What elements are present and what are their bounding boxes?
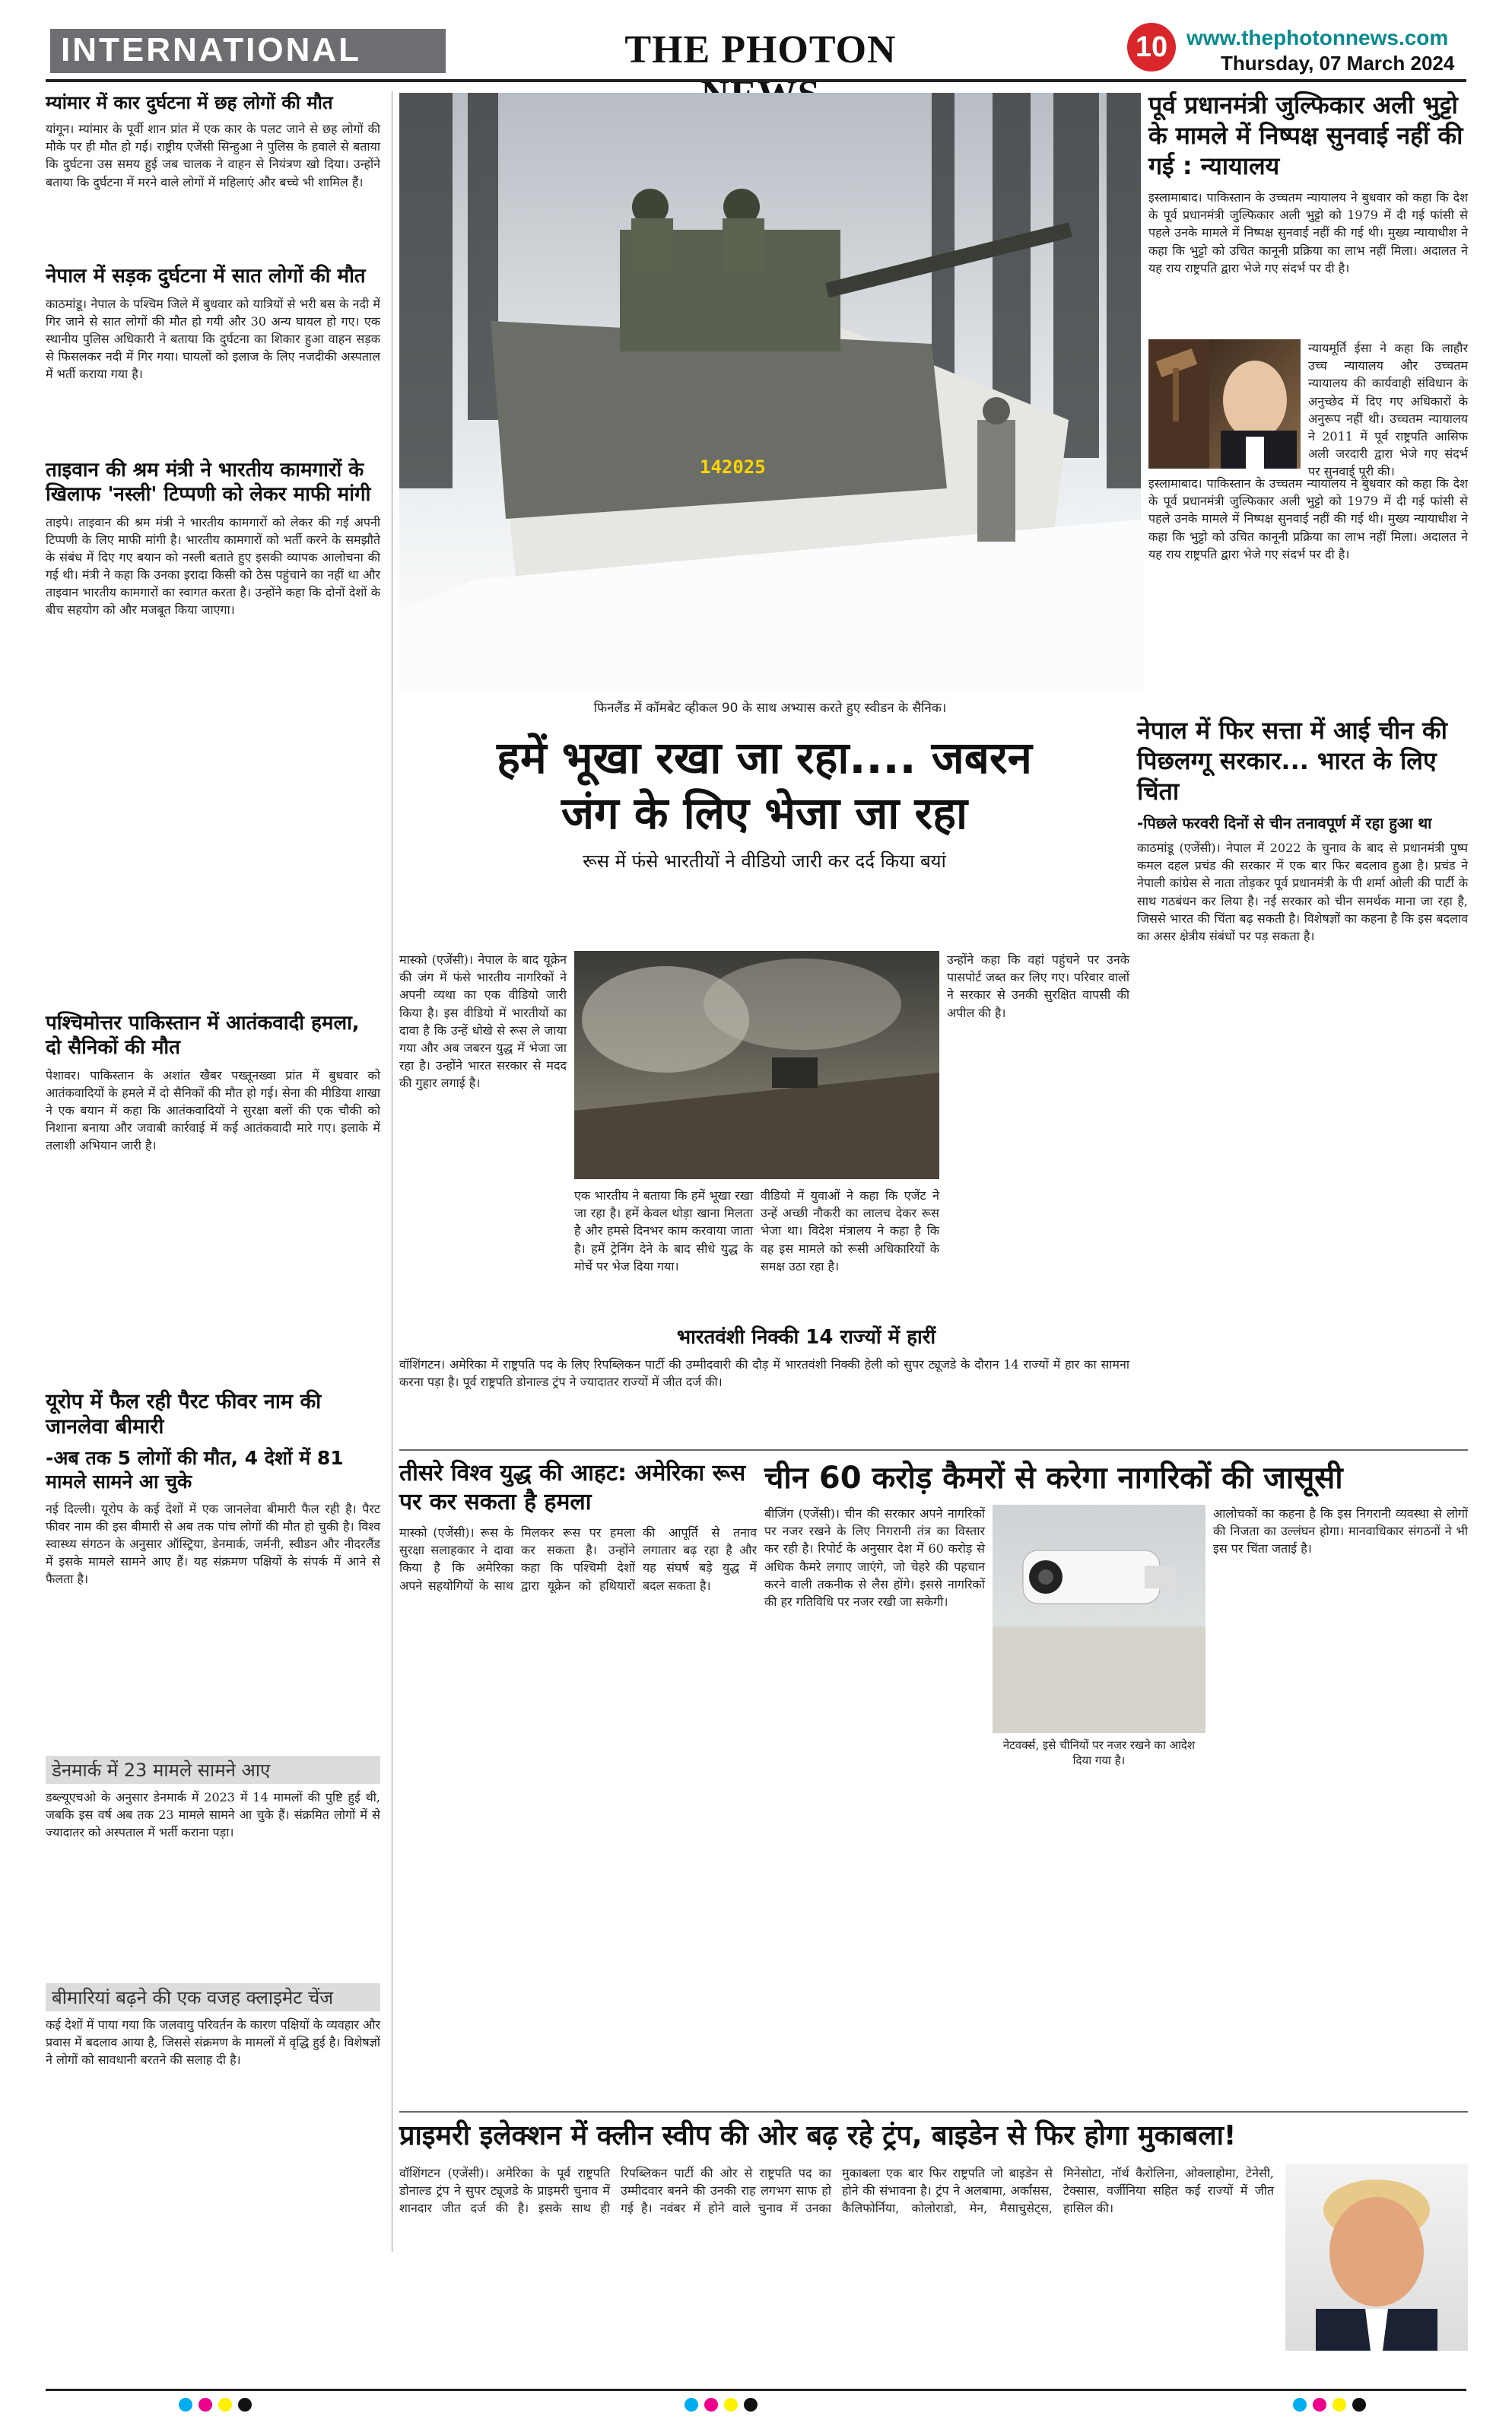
registration-dots-center: [685, 2398, 776, 2416]
article-title[interactable]: यूरोप में फैल रही पैरट फीवर नाम की जानलेवा बीमारी: [46, 1389, 322, 1439]
article-title[interactable]: पूर्व प्रधानमंत्री जुल्फिकार अली भुट्टो के मामले में निष्पक्ष सुनवाई नहीं की गई : न्यायालय: [1148, 91, 1463, 180]
lead-headline-line2[interactable]: जंग के लिए भेजा जा रहा: [561, 787, 968, 839]
article-body: ताइपे। ताइवान की श्रम मंत्री ने भारतीय कामगारों को लेकर की गई अपनी टिप्पणी के लिए माफी मांगी है। भारतीय कामगारों को भर्ती करने के समझौते के संबंध में दिए गए बयान को नस्ली बताते हुए इसकी व्यापक आलोचना की गई थी। मंत्री ने कहा कि उनका इरादा किसी को ठेस पहुंचाने का नहीं था और ताइवान भारतीय कामगारों का स्वागत करता है। उन्होंने कहा कि दोनों देशों के बीच सहयोग को और मजबूत किया जाएगा।: [46, 514, 380, 618]
article-body: मास्को (एजेंसी)। नेपाल के बाद यूक्रेन की जंग में फंसे भारतीय नागरिकों ने अपनी व्यथा का एक वीडियो जारी किया है। इस वीडियो में भारतीयों का दावा है कि उन्हें धोखे से रूस ले जाया गया और अब जबरन युद्ध में भेजा जा रहा है। उन्होंने भारत सरकार से मदद की गुहार लगाई है।: [399, 952, 567, 1091]
article-body: एक भारतीय ने बताया कि हमें भूखा रखा जा रहा है। हमें केवल थोड़ा खाना मिलता है और हमसे दिनभर काम करवाया जाता है। हमें ट्रेनिंग देने के बाद सीधे युद्ध के मोर्चे पर भेज दिया गया।: [574, 1188, 753, 1273]
photo-caption: फिनलैंड में कॉमबेट व्हीकल 90 के साथ अभ्यास करते हुए स्वीडन के सैनिक।: [593, 701, 947, 716]
yellow-dot: [1333, 2398, 1346, 2412]
article-title[interactable]: नेपाल में फिर सत्ता में आई चीन की पिछलग्गू सरकार... भारत के लिए चिंता: [1137, 716, 1447, 806]
photo-caption: नेटवर्क्स, इसे चीनियों पर नजर रखने का आदेश दिया गया है।: [1002, 1738, 1196, 1767]
cyan-dot: [179, 2398, 192, 2412]
issue-date: Thursday, 07 March 2024: [1221, 52, 1455, 75]
magenta-dot: [199, 2398, 212, 2412]
tank-photo[interactable]: [399, 93, 1141, 694]
section-tag: INTERNATIONAL: [50, 29, 446, 73]
article-title[interactable]: म्यांमार में कार दुर्घटना में छह लोगों की मौत: [46, 92, 333, 113]
portrait-illustration: [1148, 339, 1301, 469]
article-body: काठमांडू (एजेंसी)। नेपाल में 2022 के चुनाव के बाद से प्रधानमंत्री पुष्प कमल दहल प्रचंड की सरकार में एक बार फिर बदलाव हुआ है। प्रचंड ने नेपाली कांग्रेस से नाता तोड़कर पूर्व प्रधानमंत्री के पी शर्मा ओली की पार्टी के साथ गठबंधन कर लिया है। नई सरकार को चीन समर्थक माना जा रहा है, जिससे भारत की चिंता बढ़ सकती है। विशेषज्ञों का कहना है कि इस बदलाव का असर क्षेत्रीय संबंधों पर पड़ सकता है।: [1137, 841, 1468, 943]
magenta-dot: [1313, 2398, 1326, 2412]
article-body: आलोचकों का कहना है कि इस निगरानी व्यवस्था से लोगों की निजता का उल्लंघन होगा। मानवाधिकार संगठनों ने भी इस पर चिंता जताई है।: [1213, 1506, 1468, 1556]
article-body: उन्होंने कहा कि वहां पहुंचने पर उनके पासपोर्ट जब्त कर लिए गए। परिवार वालों ने सरकार से उनकी सुरक्षित वापसी की अपील की है।: [947, 952, 1129, 1020]
article-body: काठमांडू। नेपाल के पश्चिम जिले में बुधवार को यात्रियों से भरी बस के नदी में गिर जाने से सात लोगों की मौत हो गयी और 30 अन्य घायल हो गए। एक स्थानीय पुलिस अधिकारी ने बताया कि दुर्घटना का शिकार हुआ वाहन सड़क से फिसलकर नदी में गिर गया। घायलों को इलाज के लिए नजदीकी अस्पताल में भर्ती कराया गया है।: [46, 296, 380, 382]
tank-number-label: 142025: [700, 456, 766, 478]
magenta-dot: [704, 2398, 718, 2412]
article-body: इस्लामाबाद। पाकिस्तान के उच्चतम न्यायालय ने बुधवार को कहा कि देश के पूर्व प्रधानमंत्री जुल्फिकार अली भुट्टो को 1979 में दी गई फांसी से पहले उनके मामले में निष्पक्ष सुनवाई नहीं की गई थी। मुख्य न्यायाधीश ने कहा कि भुट्टो को उचित कानूनी प्रक्रिया का लाभ नहीं मिला। अदालत ने यह राय राष्ट्रपति द्वारा भेजे गए संदर्भ पर दी है।: [1148, 476, 1468, 561]
section-subhead: डेनमार्क में 23 मामले सामने आए: [46, 1756, 380, 1784]
website-link[interactable]: www.thephotonnews.com: [1186, 26, 1449, 49]
lead-subheadline: रूस में फंसे भारतीयों ने वीडियो जारी कर दर्द किया बयां: [583, 851, 946, 872]
black-dot: [744, 2398, 758, 2412]
newspaper-logo[interactable]: THE PHOTON: [624, 28, 897, 72]
black-dot: [1352, 2398, 1366, 2412]
cctv-photo[interactable]: [993, 1505, 1205, 1733]
yellow-dot: [724, 2398, 738, 2412]
bhutto-portrait: [1148, 339, 1301, 469]
cyan-dot: [1293, 2398, 1307, 2412]
lead-story-header: [399, 730, 1129, 943]
china-surveillance-article: [764, 1459, 1468, 2106]
article-title[interactable]: पश्चिमोत्तर पाकिस्तान में आतंकवादी हमला, दो सैनिकों की मौत: [46, 1011, 360, 1059]
lead-headline-line1[interactable]: हमें भूखा रखा जा रहा.... जबरन: [497, 732, 1032, 784]
bhutto-article: [1148, 90, 1468, 676]
article-title[interactable]: नेपाल में सड़क दुर्घटना में सात लोगों की मौत: [46, 265, 366, 288]
article-body: वॉशिंगटन (एजेंसी)। अमेरिका के पूर्व राष्ट्रपति डोनाल्ड ट्रंप ने सुपर ट्यूजडे के प्राइमरी चुनाव में शानदार जीत दर्ज की है। इसके साथ ही रिपब्लिकन पार्टी की ओर से राष्ट्रपति पद का उम्मीदवार बनने की उनकी राह लगभग साफ हो गई है। नवंबर में होने वाले चुनाव में उनका मुकाबला एक बार फिर राष्ट्रपति जो बाइडेन से होने की संभावना है। ट्रंप ने अलबामा, अर्कांसस, कैलिफोर्निया, कोलोराडो, मेन, मैसाचुसेट्स, मिनेसोटा, नॉर्थ कैरोलिना, ओक्लाहोमा, टेनेसी, टेक्सास, वर्जीनिया सहित कई राज्यों में जीत हासिल की।: [399, 2166, 1274, 2216]
article-title[interactable]: चीन 60 करोड़ कैमरों से करेगा नागरिकों की जासूसी: [764, 1461, 1343, 1496]
section-divider: [399, 2111, 1468, 2113]
cctv-illustration: [993, 1505, 1205, 1733]
registration-dots-left: [179, 2398, 270, 2416]
article-body: वॉशिंगटन। अमेरिका में राष्ट्रपति पद के लिए रिपब्लिकन पार्टी की उम्मीदवारी की दौड़ में भारतवंशी निक्की हेली को सुपर ट्यूजडे के दौरान 14 राज्यों में हार का सामना करना पड़ा है। पूर्व राष्ट्रपति डोनाल्ड ट्रंप ने ज्यादातर राज्यों में जीत दर्ज की।: [399, 1357, 1129, 1390]
war-illustration: [574, 951, 939, 1179]
nepal-china-article: [1137, 715, 1468, 1476]
trump-photo[interactable]: [1285, 2164, 1468, 2351]
footer-rule: [46, 2389, 1466, 2391]
section-divider: [399, 1449, 1468, 1451]
page-number-badge: 10: [1127, 23, 1176, 72]
article-body: पेशावर। पाकिस्तान के अशांत खैबर पख्तूनख्वा प्रांत में बुधवार को आतंकवादियों के हमले में दो सैनिकों की मौत हो गई। सेना की मीडिया शाखा ने एक बयान में कहा कि आतंकवादियों ने सुरक्षा बलों की एक चौकी को निशाना बनाया और जवाबी कार्रवाई में कई आतंकवादी मारे गए। इलाके में तलाशी अभियान जारी है।: [46, 1067, 380, 1153]
cyan-dot: [685, 2398, 698, 2412]
article-body: यांगून। म्यांमार के पूर्वी शान प्रांत में एक कार के पलट जाने से छह लोगों की मौके पर ही मौत हो गई। राष्ट्रीय एजेंसी सिन्हुआ ने पुलिस के हवाले से बताया कि दुर्घटना उस समय हुई जब चालक ने वाहन से नियंत्रण खो दिया। उन्होंने बताया कि दुर्घटना में मरने वाले लोगों में महिलाएं और बच्चे भी शामिल हैं।: [46, 122, 380, 189]
article-subtitle: -अब तक 5 लोगों की मौत, 4 देशों में 81 मामले सामने आ चुके: [46, 1447, 344, 1493]
article-body: बीजिंग (एजेंसी)। चीन की सरकार अपने नागरिकों पर नजर रखने के लिए निगरानी तंत्र का विस्तार कर रही है। रिपोर्ट के अनुसार देश में 60 करोड़ से अधिक कैमरे लगाए जाएंगे, जो चेहरे की पहचान करने वाली तकनीक से लैस होंगे। इससे नागरिकों की हर गतिविधि पर नजर रखी जा सकेगी।: [764, 1506, 985, 1609]
header-rule: [46, 79, 1466, 82]
yellow-dot: [218, 2398, 232, 2412]
article-body: वीडियो में युवाओं ने कहा कि एजेंट ने उन्हें अच्छी नौकरी का लालच देकर रूस भेजा था। विदेश मंत्रालय ने कहा है कि वह इस मामले को रूसी अधिकारियों के समक्ष उठा रहा है।: [761, 1188, 939, 1273]
registration-dots-right: [1293, 2398, 1384, 2416]
article-title[interactable]: ताइवान की श्रम मंत्री ने भारतीय कामगारों के खिलाफ 'नस्ली' टिप्पणी को लेकर माफी मांगी: [46, 458, 371, 506]
article-subtitle: -पिछले फरवरी दिनों से चीन तनावपूर्ण में रहा हुआ था: [1137, 814, 1432, 832]
trump-illustration: [1285, 2164, 1468, 2351]
article-body: इस्लामाबाद। पाकिस्तान के उच्चतम न्यायालय ने बुधवार को कहा कि देश के पूर्व प्रधानमंत्री जुल्फिकार अली भुट्टो को 1979 में दी गई फांसी से पहले उनके मामले में निष्पक्ष सुनवाई नहीं की गई थी। मुख्य न्यायाधीश ने कहा कि भुट्टो को उचित कानूनी प्रक्रिया का लाभ नहीं मिला। अदालत ने यह राय राष्ट्रपति द्वारा भेजे गए संदर्भ पर दी है।: [1148, 190, 1468, 275]
left-column: [46, 91, 380, 2252]
sub-story-title[interactable]: भारतवंशी निक्की 14 राज्यों में हारीं: [676, 1326, 936, 1349]
tank-illustration: [399, 93, 1141, 694]
article-body: मास्को (एजेंसी)। रूस के सुरक्षा सलाहकार ने दावा किया है कि अमेरिका अपने सहयोगियों के साथ मिलकर रूस पर हमला कर सकता है। उन्होंने कहा कि पश्चिमी देशों द्वारा यूक्रेन को हथियारों की आपूर्ति से तनाव लगातार बढ़ रहा है और यह संघर्ष बड़े युद्ध में बदल सकता है।: [399, 1525, 757, 1593]
article-body: न्यायमूर्ति ईसा ने कहा कि लाहौर उच्च न्यायालय और उच्चतम न्यायालय की कार्यवाही संविधान के अनुच्छेद में दिए गए अधिकारों के अनुरूप नहीं थी। उच्चतम न्यायालय ने 2011 में पूर्व राष्ट्रपति आसिफ अली जरदारी द्वारा भेजे गए संदर्भ पर सुनवाई पूरी की।: [1308, 341, 1468, 479]
ww3-article: [399, 1459, 757, 2106]
black-dot: [238, 2398, 252, 2412]
masthead: [0, 0, 1512, 82]
war-photo[interactable]: [574, 951, 939, 1179]
article-body: डब्ल्यूएचओ के अनुसार डेनमार्क में 2023 में 14 मामलों की पुष्टि हुई थी, जबकि इस वर्ष अब तक 23 मामले सामने आ चुके हैं। संक्रमित लोगों में से ज्यादातर को अस्पताल में भर्ती कराना पड़ा।: [46, 1789, 380, 1839]
trump-article-title[interactable]: प्राइमरी इलेक्शन में क्लीन स्वीप की ओर बढ़ रहे ट्रंप, बाइडेन से फिर होगा मुकाबला!: [399, 2120, 1237, 2151]
article-body: नई दिल्ली। यूरोप के कई देशों में एक जानलेवा बीमारी फैल रही है। पैरट फीवर नाम की इस बीमारी से अब तक पांच लोगों की मौत हो चुकी है। विश्व स्वास्थ्य संगठन के अनुसार ऑस्ट्रिया, डेनमार्क, जर्मनी, स्वीडन और नीदरलैंड में इसके मामले सामने आए हैं। यह संक्रमण पक्षियों के संपर्क में आने से फैलता है।: [46, 1501, 380, 1587]
article-body: कई देशों में पाया गया कि जलवायु परिवर्तन के कारण पक्षियों के व्यवहार और प्रवास में बदलाव आया है, जिससे संक्रमण के मामलों में वृद्धि हुई है। विशेषज्ञों ने लोगों को सावधानी बरतने की सलाह दी है।: [46, 2017, 380, 2067]
section-subhead: बीमारियां बढ़ने की एक वजह क्लाइमेट चेंज: [46, 1983, 380, 2011]
article-title[interactable]: तीसरे विश्व युद्ध की आहट: अमेरिका रूस पर कर सकता है हमला: [399, 1460, 746, 1515]
